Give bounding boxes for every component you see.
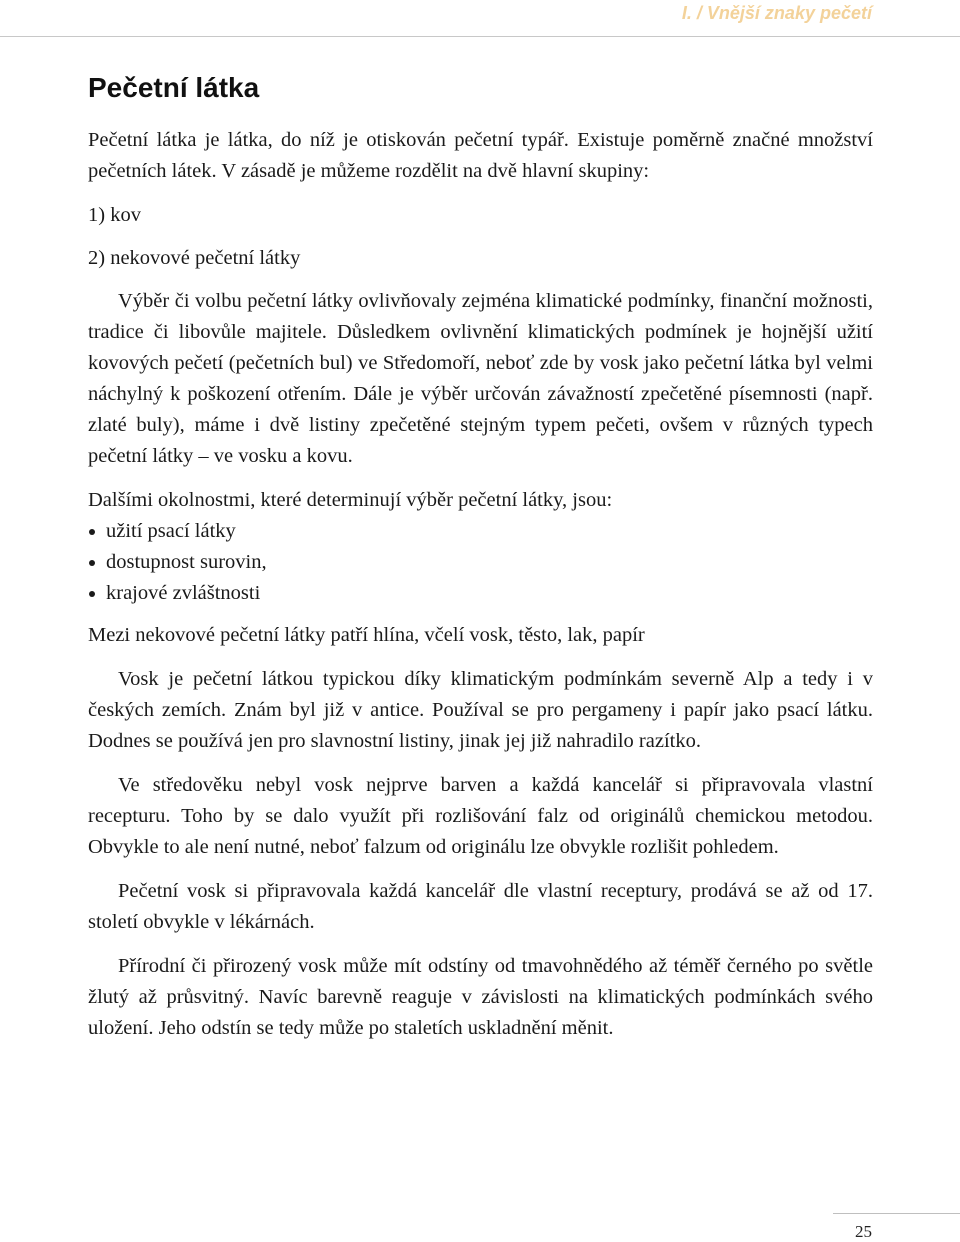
list-item xyxy=(88,578,873,609)
list-item xyxy=(88,516,873,547)
text-column xyxy=(88,125,873,1057)
page-number: 25 xyxy=(855,1222,872,1241)
list-item-text: užití psací látky xyxy=(106,520,236,542)
bullet-icon xyxy=(89,591,95,597)
list-item-text: dostupnost surovin, xyxy=(106,551,267,573)
paragraph-natural-wax: Přírodní či přirozený vosk může mít odstíny od tmavohnědého až téměř černého po světle žlutý až průsvitný. Navíc barevně reaguje v závislosti na klimatických podmínkách svého uložení. Jeho odstín se tedy může po staletích uskladnění měnit. xyxy=(88,955,873,1039)
circumstances-list xyxy=(88,516,873,609)
intro-paragraph: Pečetní látka je látka, do níž je otiskován pečetní typář. Existuje poměrně značné množství pečetních látek. V zásadě je můžeme rozdělit na dvě hlavní skupiny: xyxy=(88,129,873,182)
paragraph-choice-factors: Výběr či volbu pečetní látky ovlivňovaly zejména klimatické podmínky, finanční možnosti, tradice či libovůle majitele. Důsledkem ovlivnění klimatických podmínek je hojnější užití kovových pečetí (pečetních bul) ve Středomoří, neboť zde by vosk jako pečetní látka byl velmi náchylný k poškození otřením. Dále je výběr určován závažností zpečetěné písemnosti (např. zlaté buly), máme i dvě listiny zpečetěné stejným typem pečeti, ovšem v různých typech pečetní látky – ve vosku a kovu. xyxy=(88,290,873,467)
paragraph-circumstances: Dalšími okolnostmi, které determinují výběr pečetní látky, jsou: xyxy=(88,489,613,511)
paragraph-nonmetal-materials: Mezi nekovové pečetní látky patří hlína, včelí vosk, těsto, lak, papír xyxy=(88,624,645,646)
footer-rule xyxy=(833,1213,960,1214)
bullet-icon xyxy=(89,529,95,535)
page-title: Pečetní látka xyxy=(88,72,260,103)
list-item xyxy=(88,547,873,578)
paragraph-middle-ages: Ve středověku nebyl vosk nejprve barven a každá kancelář si připravovala vlastní recepturu. Toho by se dalo využít při rozlišování falz od originálů chemickou metodou. Obvykle to ale není nutné, neboť falzum od originálu lze obvykle rozlišit pohledem. xyxy=(88,774,873,858)
group-item-metal: 1) kov xyxy=(88,204,141,226)
bullet-icon xyxy=(89,560,95,566)
paragraph-wax: Vosk je pečetní látkou typickou díky klimatickým podmínkám severně Alp a tedy i v českých zemích. Znám byl již v antice. Používal se pro pergameny i papír jako psací látku. Dodnes se používá jen pro slavnostní listiny, jinak jej již nahradilo razítko. xyxy=(88,668,873,752)
group-item-nonmetal: 2) nekovové pečetní látky xyxy=(88,247,301,269)
running-head xyxy=(0,0,960,37)
list-item-text: krajové zvláštnosti xyxy=(106,582,261,604)
running-head-text: I. / Vnější znaky pečetí xyxy=(681,3,872,23)
paragraph-sealing-wax: Pečetní vosk si připravovala každá kancelář dle vlastní receptury, prodává se až od 17. století obvykle v lékárnách. xyxy=(88,880,873,933)
